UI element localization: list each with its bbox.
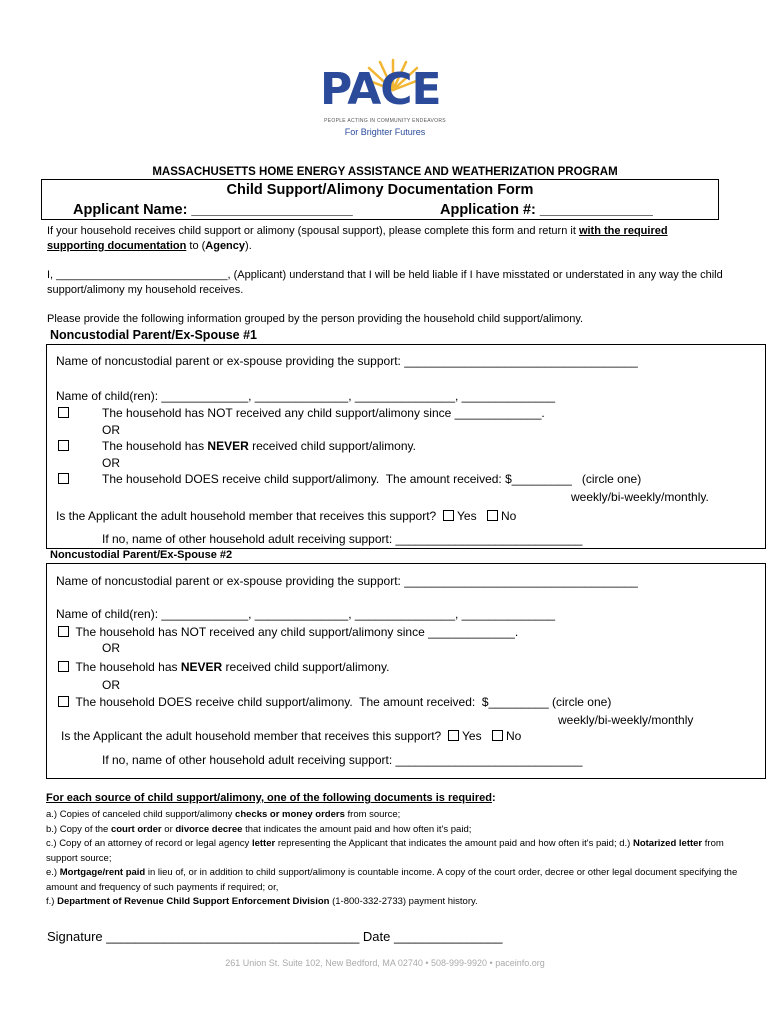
section1-or-1: OR [102, 423, 120, 437]
intro-text: If your household receives child support or alimony (spousal support), please complete this form and return it [47, 225, 579, 237]
section2-box [46, 563, 766, 779]
logo-tagline: PEOPLE ACTING IN COMMUNITY ENDEAVORS [324, 118, 446, 124]
question-text: Is the Applicant the adult household member that receives this support? [56, 509, 437, 523]
footer-address: 261 Union St. Suite 102, New Bedford, MA 02740 • 508-999-9920 • paceinfo.org [225, 958, 545, 968]
no-label: No [505, 729, 522, 743]
section1-checkbox-never[interactable] [58, 439, 69, 453]
req-bold: court order [110, 823, 162, 835]
yes-checkbox[interactable] [443, 510, 454, 521]
opt-text: The household has [75, 660, 181, 674]
req-bold: Mortgage/rent paid [59, 867, 146, 878]
req-bold: letter [251, 838, 276, 849]
section2-or-1: OR [102, 641, 120, 655]
opt-text: The household has NOT received any child support/alimony since _____________. [75, 625, 519, 639]
req-text: (1-800-332-2733) payment history. [329, 896, 478, 907]
section1-frequency: weekly/bi-weekly/monthly. [571, 490, 709, 504]
req-text: e.) [46, 867, 60, 878]
req-text: a.) Copies of canceled child support/alimony [46, 809, 236, 820]
opt-bold: NEVER [180, 660, 223, 674]
req-text: in lieu of, or in addition to child support/alimony is countable income. A copy of the court order, decree or other legal document specifying the amount and frequency of such payments if required; or, [46, 867, 738, 893]
intro-paragraph [47, 224, 727, 254]
req-text: from source; [344, 809, 401, 820]
attestation-paragraph: I, ____________________________, (Applicant) understand that I will be held liable if I have misstated or understated in any way the child support/alimony my household receives. [47, 269, 723, 296]
req-text: b.) Copy of the [46, 823, 111, 835]
req-text: that indicates the amount paid and how often it's paid; [242, 823, 472, 835]
checkbox-icon[interactable] [58, 440, 69, 451]
form-title: Child Support/Alimony Documentation Form [226, 182, 534, 198]
section2-or-2: OR [102, 678, 120, 692]
section2-option-does-receive[interactable] [58, 695, 611, 709]
requirements-heading: For each source of child support/alimony, one of the following documents is required: [46, 792, 496, 804]
intro-text-3: ). [245, 240, 252, 252]
yes-label: Yes [462, 729, 482, 743]
question-text: Is the Applicant the adult household member that receives this support? [61, 729, 442, 743]
intro-text-2: to ( [186, 240, 206, 252]
req-bold: checks or money orders [235, 809, 345, 820]
requirements-heading-text: For each source of child support/alimony, one of the following documents is required [46, 792, 492, 804]
section2-option-never[interactable] [58, 660, 389, 674]
req-bold: divorce decree [175, 823, 243, 835]
req-text: c.) Copy of an attorney of record or legal agency [46, 838, 252, 849]
signature-date-line[interactable]: Signature ___________________________________ Date _______________ [47, 929, 503, 944]
section1-checkbox-not-received[interactable] [58, 406, 69, 420]
no-checkbox[interactable] [492, 730, 503, 741]
program-title: MASSACHUSETTS HOME ENERGY ASSISTANCE AND WEATHERIZATION PROGRAM [152, 166, 618, 178]
applicant-name-field[interactable]: Applicant Name: ____________________ [73, 202, 353, 218]
section1-heading: Noncustodial Parent/Ex-Spouse #1 [50, 328, 257, 342]
section2-heading: Noncustodial Parent/Ex-Spouse #2 [50, 549, 233, 561]
opt-text: received child support/alimony. [222, 660, 390, 674]
requirement-f [46, 895, 746, 910]
section1-checkbox-does-receive[interactable] [58, 472, 69, 486]
section2-other-adult-field[interactable]: If no, name of other household adult receiving support: ____________________________ [102, 753, 583, 767]
opt-text: The household DOES receive child support/alimony. The amount received: $_________ (circle one) [75, 695, 612, 709]
section1-option-not-received: The household has NOT received any child support/alimony since _____________. [102, 406, 545, 420]
opt-text: The household has [102, 439, 208, 453]
req-text: f.) [46, 896, 58, 907]
section1-option-does-receive: The household DOES receive child support/alimony. The amount received: $_________ (circle one) [102, 472, 642, 486]
logo-wordmark: PACE [320, 64, 441, 115]
checkbox-icon[interactable] [58, 407, 69, 418]
section2-parent-name-field[interactable]: Name of noncustodial parent or ex-spouse providing the support: ___________________________________ [56, 574, 638, 588]
no-checkbox[interactable] [487, 510, 498, 521]
no-label: No [500, 509, 517, 523]
requirements-list [46, 808, 746, 910]
requirement-e [46, 866, 746, 895]
req-text: representing the Applicant that indicates the amount paid and how often it's paid; d.) [275, 838, 633, 849]
form-title-box [41, 179, 719, 220]
intro-bold-requirement: with the required supporting documentation [47, 225, 668, 252]
section1-other-adult-field[interactable]: If no, name of other household adult receiving support: ____________________________ [102, 532, 583, 546]
agency-label: Agency [205, 240, 246, 252]
requirement-c-d [46, 837, 746, 866]
section1-parent-name-field[interactable]: Name of noncustodial parent or ex-spouse providing the support: ___________________________________ [56, 354, 638, 368]
section2-children-field[interactable]: Name of child(ren): _____________, ______________, _______________, ______________ [56, 607, 556, 621]
section1-option-never [102, 439, 416, 453]
opt-text: received child support/alimony. [248, 439, 416, 453]
req-bold: Department of Revenue Child Support Enforcement Division [57, 896, 330, 907]
yes-label: Yes [457, 509, 477, 523]
requirement-a [46, 808, 746, 823]
yes-checkbox[interactable] [448, 730, 459, 741]
req-bold: Notarized letter [632, 838, 703, 849]
section2-option-not-received[interactable] [58, 625, 518, 639]
checkbox-icon[interactable] [58, 473, 69, 484]
req-text: from support source; [46, 838, 724, 864]
checkbox-icon[interactable] [58, 696, 69, 707]
application-number-field[interactable]: Application #: ______________ [440, 202, 653, 218]
logo-subtitle: For Brighter Futures [344, 127, 426, 137]
req-text: or [161, 823, 176, 835]
checkbox-icon[interactable] [58, 661, 69, 672]
section2-frequency: weekly/bi-weekly/monthly [558, 713, 694, 727]
section2-question [61, 729, 521, 743]
requirement-b [46, 823, 746, 838]
opt-bold: NEVER [207, 439, 249, 453]
checkbox-icon[interactable] [58, 626, 69, 637]
section1-or-2: OR [102, 456, 120, 470]
section1-question [56, 509, 516, 523]
section1-box [46, 344, 766, 549]
pace-logo [314, 58, 456, 142]
section1-children-field[interactable]: Name of child(ren): _____________, ______________, _______________, ______________ [56, 389, 556, 403]
instructions-paragraph: Please provide the following information grouped by the person providing the household child support/alimony. [47, 313, 584, 325]
